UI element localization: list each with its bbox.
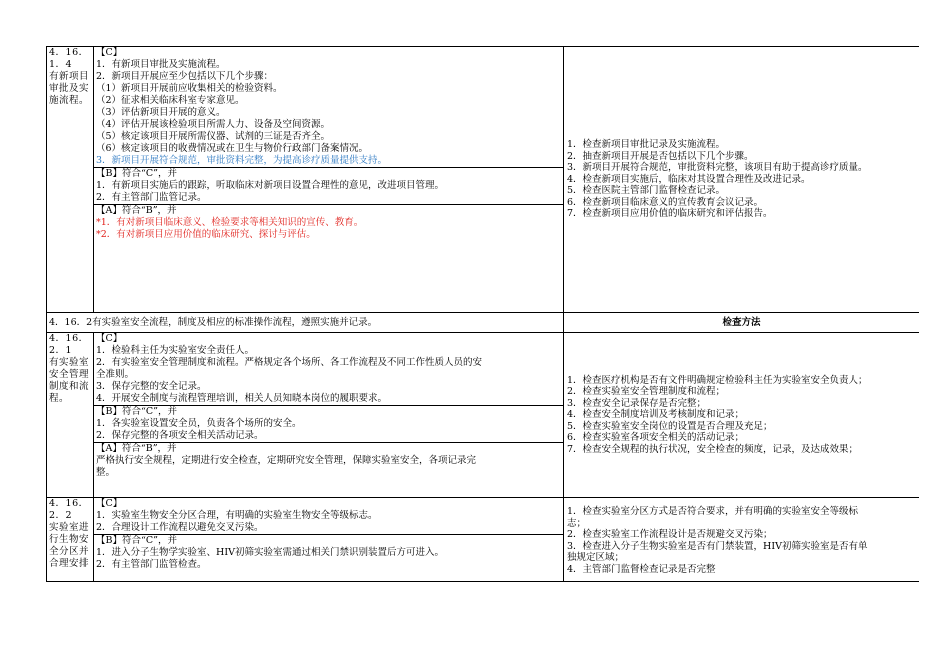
criteria-line: 【B】符合“C”，并 [96,535,177,546]
criteria-level-block [94,442,563,479]
method-line: 7．检查安全规程的执行状况，安全检查的频度，记录，及达成效果； [567,443,859,455]
item-code-line: 实验室进 [49,522,90,533]
item-code-line: 全分区并 [49,546,90,557]
item-code-line: 施流程。 [49,95,90,106]
item-code-line: 合理安排 [49,558,90,569]
method-line: 2．检查实验室安全管理制度和流程； [567,386,726,398]
item-code-line: 制度和流 [49,381,90,392]
criteria-level-block [94,534,563,571]
item-code-line: 安全管理 [49,369,90,380]
criteria-line: （4）评估开展该检验项目所需人力、设备及空间资源。 [96,119,331,130]
criteria-line: 严格执行安全规程，定期进行安全检查，定期研究安全管理，保障实验室安全，各项记录完 [96,455,477,466]
method-line: 1．检查医疗机构是否有文件明确规定检验科主任为实验室安全负责人； [567,374,868,386]
criteria-line: 1．实验室生物安全分区合理，有明确的实验室生物安全等级标志。 [96,510,378,521]
criteria-line: 1．有新项目审批及实施流程。 [96,59,226,70]
criteria-line: 2．合理设计工作流程以避免交叉污染。 [96,522,264,533]
method-line: 4．检查安全制度培训及考核制度和记录； [567,409,745,421]
criteria-line: （3）评估新项目开展的意义。 [96,107,226,118]
criteria-level-block [94,204,563,241]
criteria-line: 2．保存完整的各项安全相关活动记录。 [96,430,264,441]
criteria-line: 3．保存完整的安全记录。 [96,381,207,392]
criteria-level-block [94,47,563,167]
item-code-line: 有实验室 [49,357,90,368]
method-line: 4．检查新项目实施后，临床对其设置合理性及改进记录。 [567,173,811,185]
table-row [47,47,920,313]
table-body [47,47,920,582]
item-code-line: 4．16． [49,498,89,509]
criteria-line: 3．新项目开展符合规范，审批资料完整，为提高诊疗质量提供支持。 [96,155,388,166]
criteria-cell [94,498,564,582]
criteria-cell [94,47,564,313]
criteria-line: （1）新项目开展前应收集相关的检验资料。 [96,83,283,94]
method-line: 7．检查新项目应用价值的临床研究和评估报告。 [567,208,773,220]
item-code-line: 4．16． [49,47,89,58]
section-title: 4．16．2有实验室安全流程，制度及相应的标准操作流程，遵照实施并记录。 [49,316,378,328]
method-line: 6．检查实验室各项安全相关的活动记录； [567,432,745,444]
criteria-line: 全准则。 [96,369,135,380]
item-code-line: 行生物安 [49,534,90,545]
item-code-cell [47,47,94,313]
criteria-level-block [94,405,563,442]
criteria-line: 【A】符合“B”，并 [96,443,177,454]
criteria-line: 【B】符合“C”，并 [96,406,177,417]
criteria-line: （5）核定该项目开展所需仪器、试剂的三证是否齐全。 [96,131,331,142]
criteria-level-block [94,333,563,405]
criteria-line: 【C】 [96,498,123,509]
method-line: 5．检查医院主管部门监督检查记录。 [567,185,726,197]
method-header-cell [564,313,920,333]
criteria-line: （6）核定该项目的收费情况或在卫生与物价行政部门备案情况。 [96,143,369,154]
table-row [47,313,920,333]
section-title-cell [47,313,564,333]
criteria-level-block [94,498,563,534]
item-code-line: 4．16． [49,333,89,344]
method-line: 6．检查新项目临床意义的宣传教育会议记录。 [567,196,764,208]
criteria-line: 整。 [96,467,116,478]
criteria-line: 1．进入分子生物学实验室、HIV初筛实验室需通过相关门禁识别装置后方可进入。 [96,547,444,558]
method-line: 2．抽查新项目开展是否包括以下几个步骤。 [567,150,754,162]
method-cell [564,333,920,498]
item-code-line: 1．4 [49,59,73,70]
criteria-line: 【A】符合“B”，并 [96,205,177,216]
item-code-cell [47,333,94,498]
criteria-line: 2．有实验室安全管理制度和流程。严格规定各个场所、各工作流程及不同工作性质人员的安 [96,357,483,368]
criteria-line: 1．检验科主任为实验室安全责任人。 [96,345,255,356]
method-line: 独规定区域； [567,552,625,563]
item-code-line: 2．1 [49,345,73,356]
method-header: 检查方法 [722,316,761,328]
item-code-line: 有新项目 [49,71,90,82]
document-table-frame [46,46,919,584]
item-code-line: 2．2 [49,510,73,521]
method-line: 1．检查新项目审批记录及实施流程。 [567,139,726,151]
item-code-cell [47,498,94,582]
criteria-line: （2）征求相关临床科室专家意见。 [96,95,245,106]
method-line: 2．检查实验室工作流程设计是否规避交叉污染； [567,529,773,540]
criteria-line: 2．有主管部门监管记录。 [96,192,207,203]
method-line: 志； [567,517,587,529]
method-cell [564,47,920,313]
inspection-standards-table [46,46,919,582]
criteria-line: 【C】 [96,333,123,344]
item-code-line: 程。 [49,393,70,404]
criteria-line: 【C】 [96,47,123,58]
criteria-line: 2．新项目开展应至少包括以下几个步骤： [96,71,274,82]
criteria-line: 1．各实验室设置安全员，负责各个场所的安全。 [96,418,302,429]
item-code-line: 审批及实 [49,83,90,94]
method-cell [564,498,920,582]
criteria-line: *2．有对新项目应用价值的临床研究、探讨与评估。 [96,229,316,240]
method-line: 5．检查实验室安全岗位的设置是否合理及充足； [567,420,773,432]
method-line: 1．检查实验室分区方式是否符合要求，并有明确的实验室安全等级标 [567,506,859,517]
method-line: 3．新项目开展符合规范，审批资料完整，该项目有助于提高诊疗质量。 [567,162,868,174]
criteria-cell [94,333,564,498]
method-line: 4．主管部门监督检查记录是否完整 [567,563,716,575]
criteria-line: 2．有主管部门监管检查。 [96,559,207,570]
table-row [47,498,920,582]
criteria-line: 【B】符合“C”，并 [96,168,177,179]
table-row [47,333,920,498]
method-line: 3．检查进入分子生物实验室是否有门禁装置，HIV初筛实验室是否有单 [567,540,868,552]
criteria-line: 4．开展安全制度与流程管理培训，相关人员知晓本岗位的履职要求。 [96,393,388,404]
method-line: 3．检查安全记录保存是否完整； [567,397,707,409]
criteria-level-block [94,167,563,204]
criteria-line: 1．有新项目实施后的跟踪，听取临床对新项目设置合理性的意见，改进项目管理。 [96,180,445,191]
criteria-line: *1．有对新项目临床意义、检验要求等相关知识的宣传、教育。 [96,217,364,228]
